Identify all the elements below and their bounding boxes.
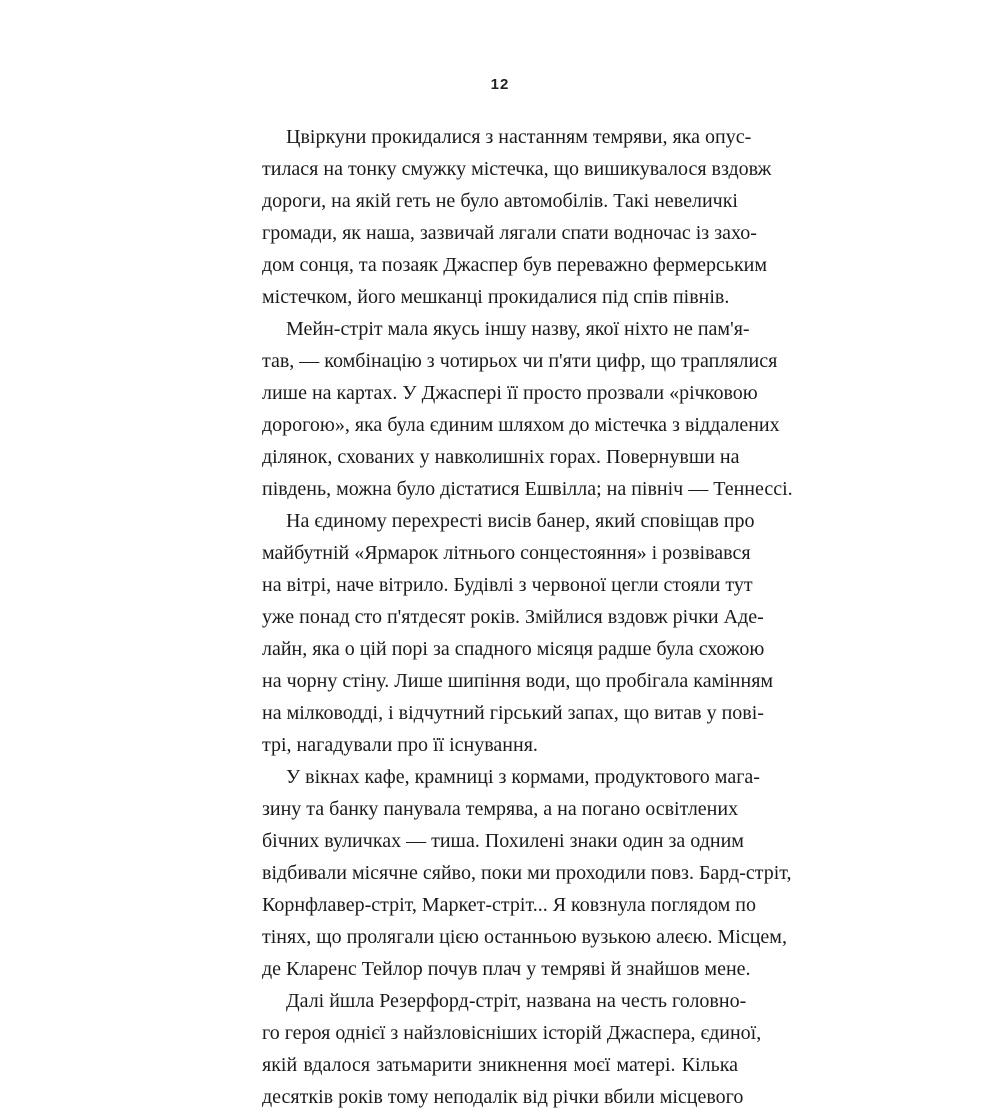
page-number: 12: [490, 76, 510, 93]
text-line: У вікнах кафе, крамниці з кормами, продуктового мага-: [286, 766, 760, 788]
text-line: Корнфлавер-стріт, Маркет-стріт... Я ковзнула поглядом по: [262, 894, 756, 916]
text-line: на вітрі, наче вітрило. Будівлі з червоної цегли стояли тут: [262, 574, 753, 596]
text-line: бічних вуличках — тиша. Похилені знаки один за одним: [262, 830, 744, 852]
text-line: десятків років тому неподалік від річки вбили місцевого: [262, 1086, 744, 1108]
text-line: південь, можна було дістатися Ешвілла; на північ — Теннессі.: [262, 478, 793, 500]
text-line: трі, нагадували про її існування.: [262, 734, 538, 756]
text-line: го героя однієї з найзловісніших історій Джаспера, єдиної,: [262, 1022, 762, 1044]
text-line: Цвіркуни прокидалися з настанням темряви, яка опус-: [286, 126, 752, 148]
text-line: ділянок, схованих у навколишніх горах. Повернувши на: [262, 446, 740, 468]
text-line: лайн, яка о цій порі за спадного місяця радше була схожою: [262, 638, 765, 660]
text-line: дороги, на якій геть не було автомобілів. Такі невеличкі: [262, 190, 738, 212]
text-line: відбивали місячне сяйво, поки ми проходили повз. Бард-стріт,: [262, 862, 792, 884]
text-line: де Кларенс Тейлор почув плач у темряві й знайшов мене.: [262, 958, 751, 980]
text-line: на мілководді, і відчутний гірський запах, що витав у пові-: [262, 702, 764, 724]
text-line: зину та банку панувала темрява, а на погано освітлених: [262, 798, 739, 820]
text-line: дом сонця, та позаяк Джаспер був переважно фермерським: [262, 254, 768, 276]
text-line: тилася на тонку смужку містечка, що вишикувалося вздовж: [262, 158, 772, 180]
text-line: лише на картах. У Джаспері її просто прозвали «річковою: [262, 382, 758, 404]
text-line: На єдиному перехресті висів банер, який сповіщав про: [286, 510, 755, 532]
text-line: майбутній «Ярмарок літнього сонцестояння» і розвівався: [262, 542, 751, 564]
text-line: дорогою», яка була єдиним шляхом до містечка з віддалених: [262, 414, 780, 436]
text-line: тав, — комбінацію з чотирьох чи п'яти цифр, що траплялися: [262, 350, 778, 372]
text-line: уже понад сто п'ятдесят років. Змійлися вздовж річки Аде-: [262, 606, 764, 628]
text-line: Далі йшла Резерфорд-стріт, названа на честь головно-: [286, 990, 747, 1012]
text-line: на чорну стіну. Лише шипіння води, що пробігала камінням: [262, 670, 774, 692]
body-text: [262, 121, 793, 1113]
text-line: містечком, його мешканці прокидалися під спів півнів.: [262, 286, 730, 308]
text-line: якій вдалося затьмарити зникнення моєї матері. Кілька: [262, 1054, 738, 1076]
text-line: громади, як наша, зазвичай лягали спати водночас із захо-: [262, 222, 757, 244]
text-line: тінях, що пролягали цією останньою вузькою алеєю. Місцем,: [262, 926, 787, 948]
text-line: Мейн-стріт мала якусь іншу назву, якої ніхто не пам'я-: [286, 318, 750, 340]
